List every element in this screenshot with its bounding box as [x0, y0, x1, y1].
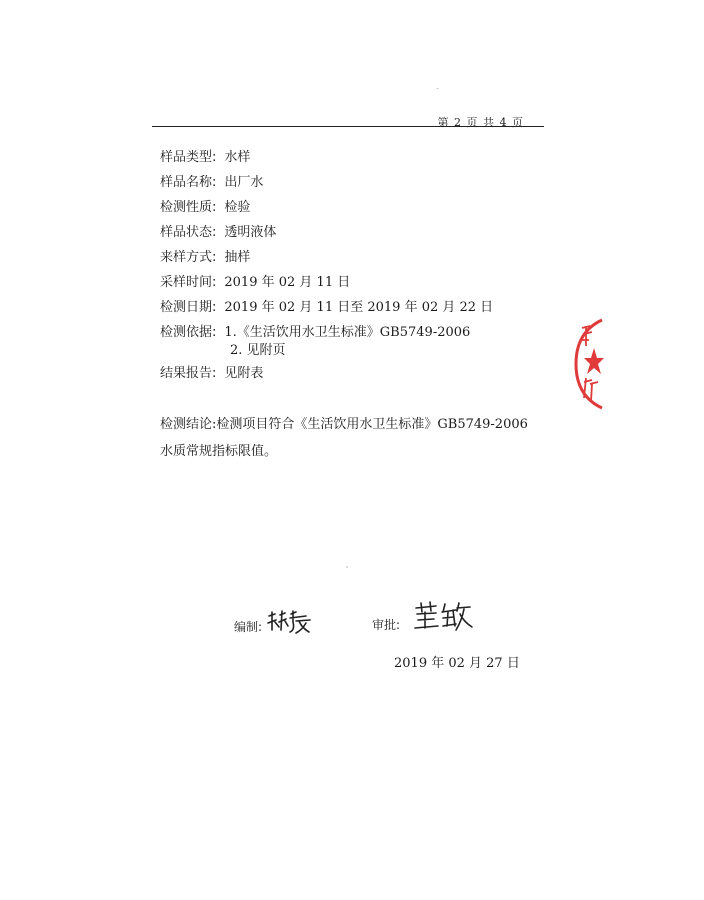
compiler-signature [266, 608, 312, 636]
field-test-basis [160, 321, 470, 340]
field-label: 检测日期: [160, 300, 217, 315]
field-sampling-time [160, 271, 350, 290]
conclusion-line-2: 水质常规指标限值。 [160, 444, 278, 459]
field-sample-type [160, 146, 250, 165]
field-sample-name [160, 171, 263, 190]
scan-speck [346, 566, 348, 568]
scan-speck [436, 88, 439, 89]
field-label: 采样时间: [160, 275, 217, 290]
compiler-label: 编制: [234, 620, 263, 634]
conclusion-line-1: 检测结论:检测项目符合《生活饮用水卫生标准》GB5749-2006 [160, 417, 528, 432]
field-test-nature [160, 196, 250, 215]
field-test-date [160, 296, 493, 315]
approver-label: 审批: [372, 618, 401, 632]
field-value: 见附表 [224, 366, 264, 381]
field-label: 样品类型: [160, 150, 217, 165]
field-sample-state [160, 221, 276, 240]
field-value: 水样 [224, 150, 251, 165]
stamp-seal-icon [572, 318, 604, 410]
field-label: 样品状态: [160, 225, 217, 240]
field-label: 检测性质: [160, 200, 217, 215]
field-value: 1.《生活饮用水卫生标准》GB5749-2006 [224, 325, 471, 340]
field-value: 透明液体 [224, 225, 277, 240]
field-value: 出厂水 [224, 175, 264, 190]
field-label: 检测依据: [160, 325, 217, 340]
field-label: 结果报告: [160, 366, 217, 381]
field-value: 检验 [224, 200, 251, 215]
field-label: 样品名称: [160, 175, 217, 190]
page-number: 第 2 页 共 4 页 [437, 116, 524, 129]
approver-signature [412, 600, 474, 634]
field-label: 来样方式: [160, 250, 217, 265]
header-rule [152, 126, 544, 127]
field-result-report [160, 362, 263, 381]
test-basis-item-2: 2. 见附页 [230, 343, 286, 358]
field-sampling-method [160, 246, 250, 265]
field-value: 抽样 [224, 250, 251, 265]
field-value: 2019 年 02 月 11 日 [224, 275, 351, 290]
field-value: 2019 年 02 月 11 日至 2019 年 02 月 22 日 [224, 300, 494, 315]
issue-date: 2019 年 02 月 27 日 [394, 656, 520, 671]
